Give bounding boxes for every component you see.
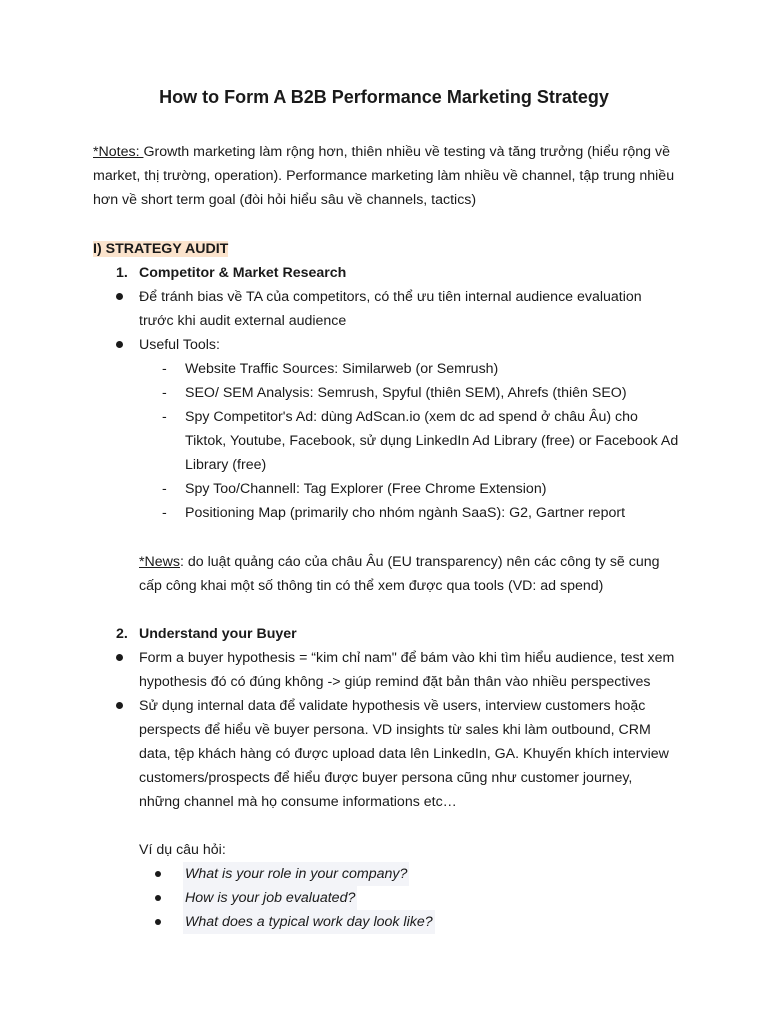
question-1: What is your role in your company? (183, 862, 409, 886)
question-3: What does a typical work day look like? (183, 910, 435, 934)
item-2-bullet-1-line-1: Form a buyer hypothesis = “kim chỉ nam" để bám vào khi tìm hiểu audience, test xem (139, 650, 675, 666)
item-2-bullet-1-line-2: hypothesis đó có đúng không -> giúp remind đặt bản thân vào nhiều perspectives (139, 674, 651, 690)
item-1-title: Competitor & Market Research (139, 265, 347, 281)
document-title: How to Form A B2B Performance Marketing Strategy (159, 87, 609, 107)
tool-3-line-3: Library (free) (185, 457, 267, 473)
bullet-icon (155, 919, 161, 925)
tool-2: SEO/ SEM Analysis: Semrush, Spyful (thiên SEM), Ahrefs (thiên SEO) (185, 385, 627, 401)
item-1-bullet-2: Useful Tools: (139, 337, 220, 353)
section-heading: I) STRATEGY AUDIT (93, 241, 229, 257)
item-1-bullet-1-line-2: trước khi audit external audience (139, 313, 347, 329)
news-line-1: *News: do luật quảng cáo của châu Âu (EU transparency) nên các công ty sẽ cung (139, 554, 660, 570)
dash-icon: - (162, 505, 167, 521)
tool-3-line-2: Tiktok, Youtube, Facebook, sử dụng LinkedIn Ad Library (free) or Facebook Ad (185, 433, 679, 449)
question-2: How is your job evaluated? (183, 886, 357, 910)
notes-label: *Notes: (93, 144, 144, 160)
dash-icon: - (162, 481, 167, 497)
item-2-bullet-2-line-2: perspects để hiểu về buyer persona. VD insights từ sales khi làm outbound, CRM (139, 722, 651, 738)
bullet-icon (116, 654, 123, 661)
bullet-icon (116, 702, 123, 709)
news-label: *News (139, 554, 180, 570)
notes-line-2: market, thị trường, operation). Performance marketing làm nhiều về channel, tập trung nhiều (93, 168, 675, 184)
item-2-bullet-2-line-1: Sử dụng internal data để validate hypothesis về users, interview customers hoặc (139, 698, 646, 714)
item-2-bullet-2-line-4: customers/prospects để hiểu được buyer persona cũng như customer journey, (139, 770, 633, 786)
tool-5: Positioning Map (primarily cho nhóm ngành SaaS): G2, Gartner report (185, 505, 626, 521)
item-2-bullet-2-line-3: data, tệp khách hàng có được upload data lên LinkedIn, GA. Khuyến khích interview (139, 746, 669, 762)
bullet-icon (116, 341, 123, 348)
item-1-number: 1. (116, 265, 128, 281)
item-2-bullet-2-line-5: những channel mà họ consume informations etc… (139, 794, 457, 810)
examples-label: Ví dụ câu hỏi: (139, 842, 226, 858)
bullet-icon (155, 871, 161, 877)
news-line-2: cấp công khai một số thông tin có thể xem được qua tools (VD: ad spend) (139, 578, 604, 594)
bullet-icon (116, 293, 123, 300)
tool-4: Spy Too/Channell: Tag Explorer (Free Chrome Extension) (185, 481, 547, 497)
item-1-bullet-1-line-1: Để tránh bias về TA của competitors, có thể ưu tiên internal audience evaluation (139, 289, 642, 305)
notes-line-3: hơn về short term goal (đòi hỏi hiểu sâu về channels, tactics) (93, 192, 477, 208)
tool-3-line-1: Spy Competitor's Ad: dùng AdScan.io (xem dc ad spend ở châu Âu) cho (185, 409, 638, 425)
item-2-number: 2. (116, 626, 128, 642)
dash-icon: - (162, 361, 167, 377)
bullet-icon (155, 895, 161, 901)
item-2-title: Understand your Buyer (139, 626, 297, 642)
tool-1: Website Traffic Sources: Similarweb (or Semrush) (185, 361, 499, 377)
dash-icon: - (162, 385, 167, 401)
dash-icon: - (162, 409, 167, 425)
notes-line-1: *Notes: Growth marketing làm rộng hơn, thiên nhiều về testing và tăng trưởng (hiểu rộng về (93, 144, 670, 160)
